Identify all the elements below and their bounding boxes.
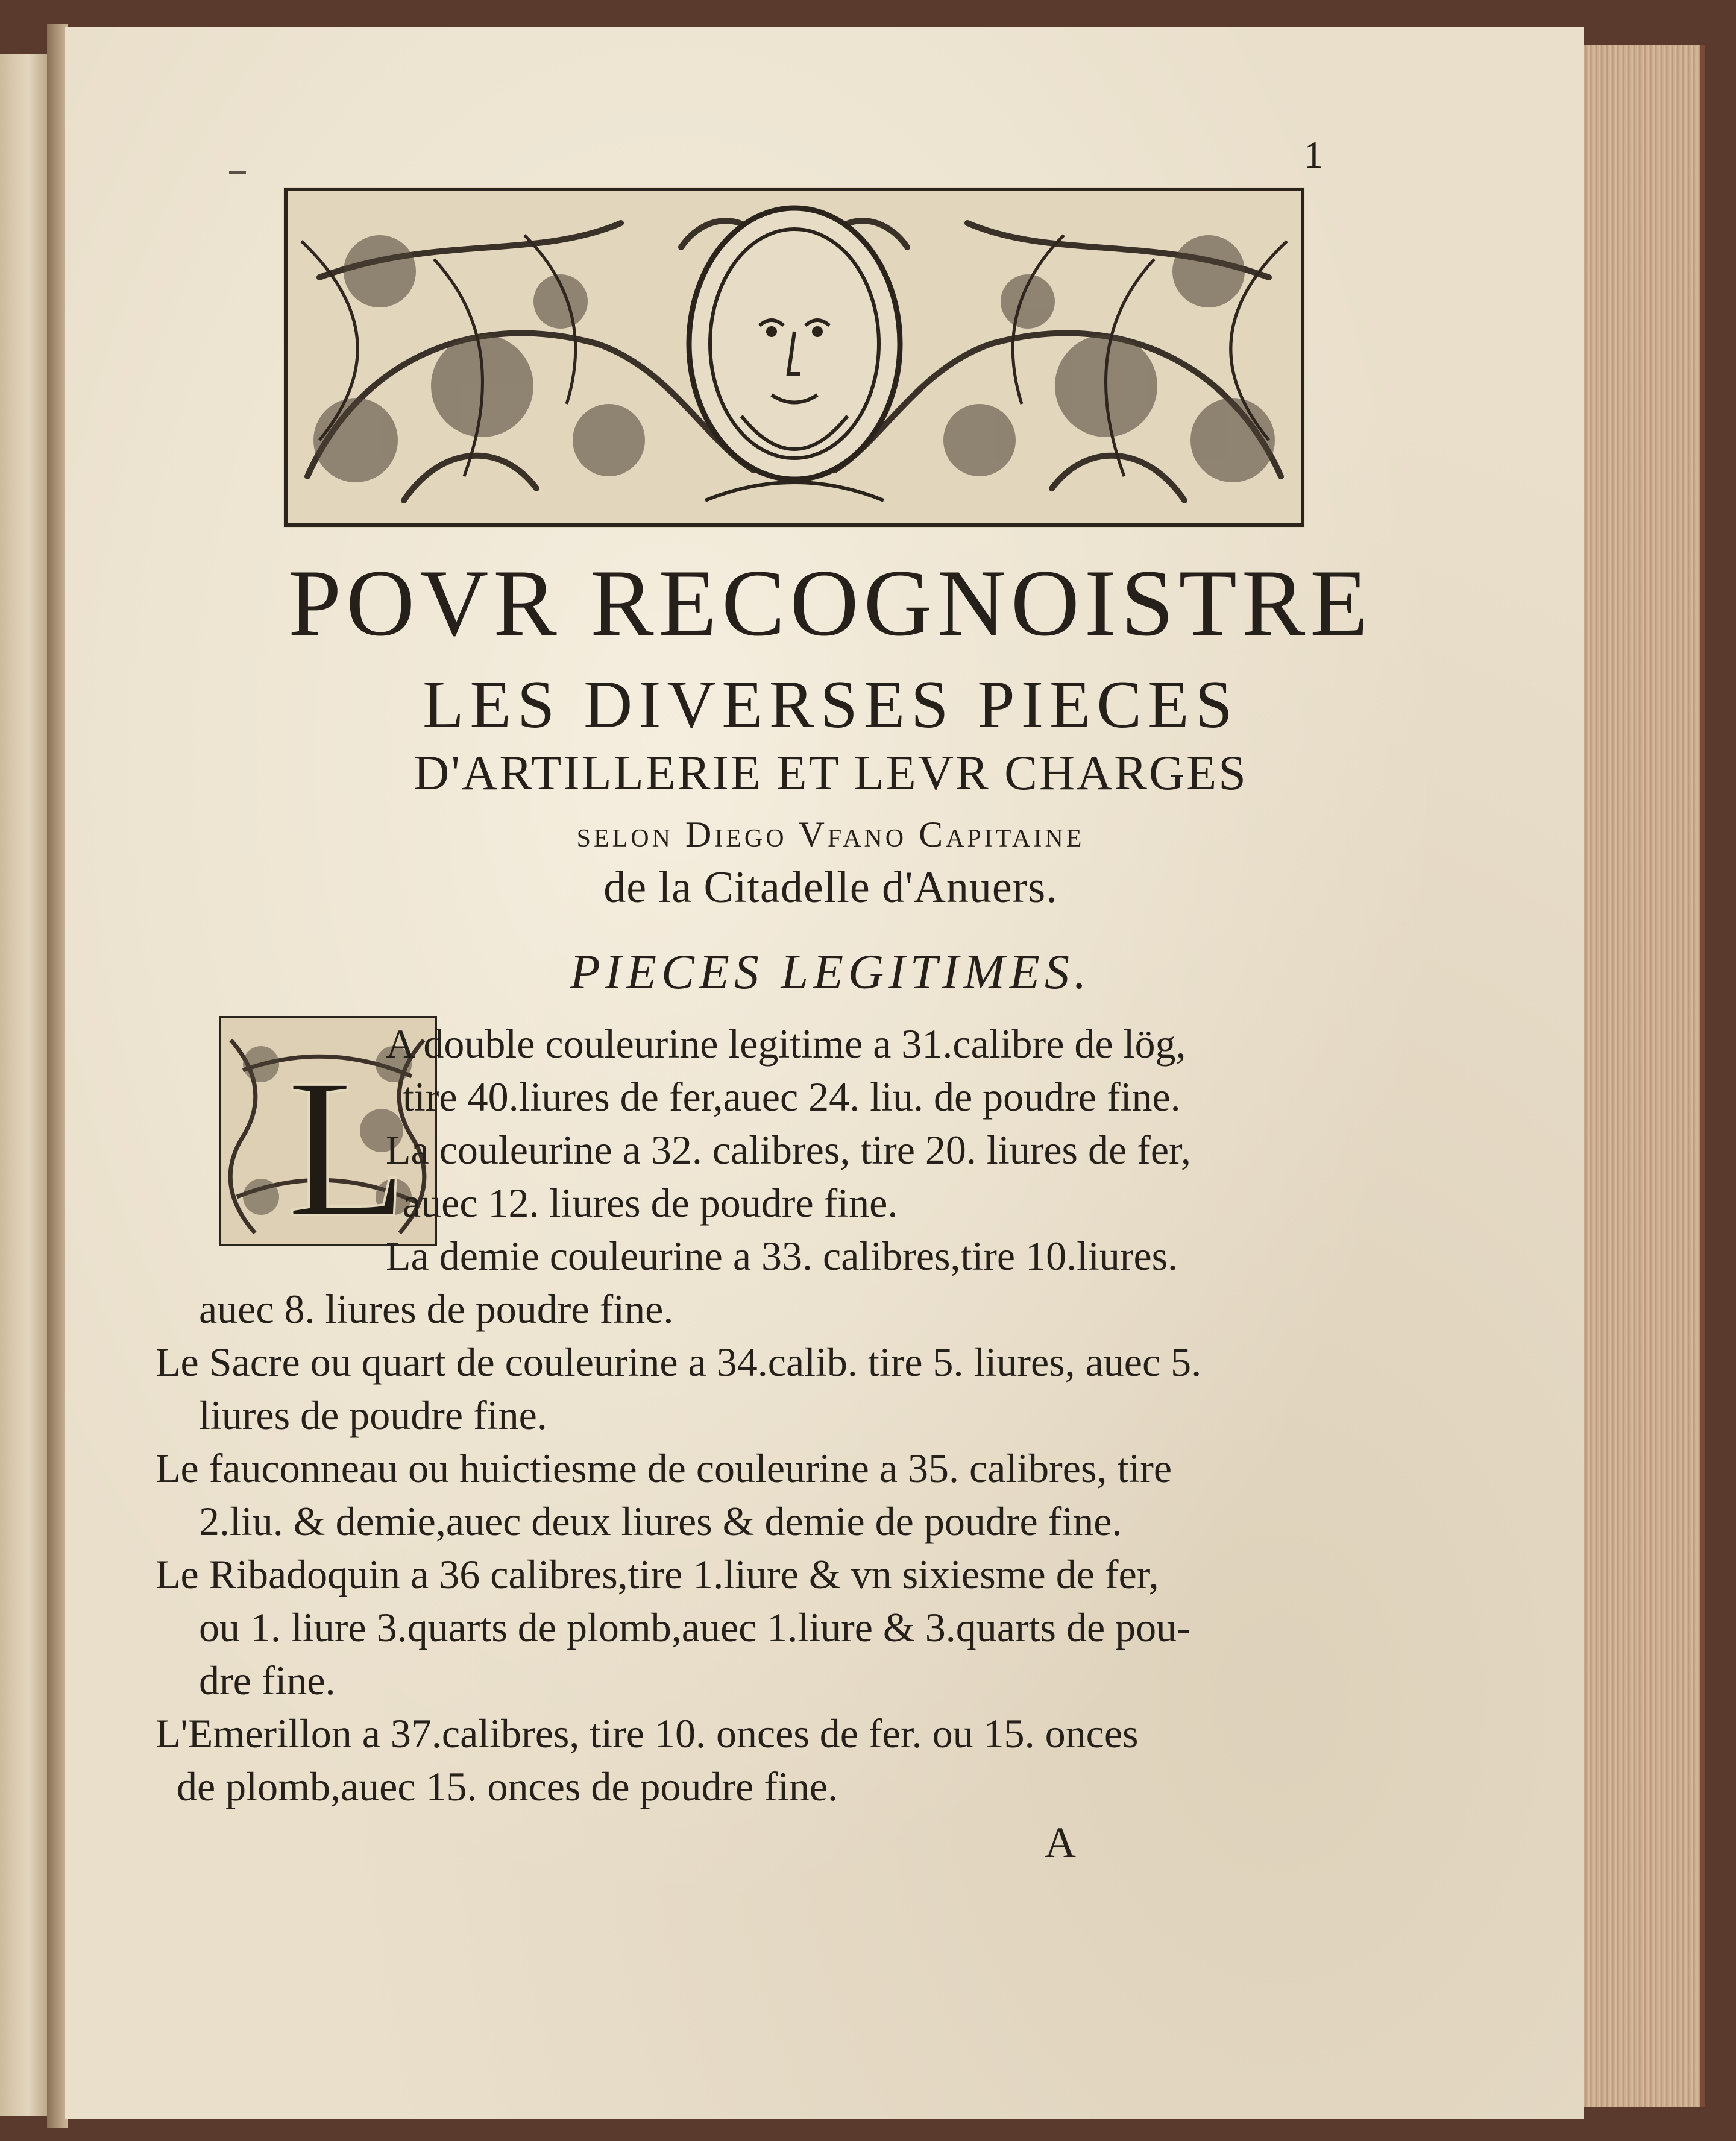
section-heading: PIECES LEGITIMES. bbox=[570, 944, 1092, 999]
body-line-2: tire 40.liures de fer,auec 24. liu. de poudre fine. bbox=[403, 1074, 1181, 1120]
woodcut-headpiece bbox=[283, 187, 1305, 528]
body-line-11: Le Ribadoquin a 36 calibres,tire 1.liure & vn sixiesme de fer, bbox=[156, 1551, 1159, 1597]
signature-mark: A bbox=[1045, 1818, 1076, 1867]
stray-mark bbox=[229, 171, 246, 174]
title-line-4: selon Diego Vfano Capitaine bbox=[576, 815, 1085, 854]
body-line-1: A double couleurine legitime a 31.calibre de lög, bbox=[386, 1021, 1186, 1067]
body-line-4: auec 12. liures de poudre fine. bbox=[403, 1180, 898, 1226]
body-line-8: liures de poudre fine. bbox=[199, 1392, 547, 1438]
left-page-edge bbox=[0, 54, 51, 2116]
body-line-5: La demie couleurine a 33. calibres,tire 10.liures. bbox=[386, 1233, 1178, 1279]
page-number: 1 bbox=[1304, 133, 1323, 176]
body-line-14: L'Emerillon a 37.calibres, tire 10. onces de fer. ou 15. onces bbox=[156, 1711, 1139, 1756]
book-page bbox=[65, 27, 1584, 2119]
body-line-13: dre fine. bbox=[199, 1657, 336, 1703]
body-line-3: La couleurine a 32. calibres, tire 20. liures de fer, bbox=[386, 1127, 1191, 1173]
body-line-15: de plomb,auec 15. onces de poudre fine. bbox=[177, 1764, 838, 1809]
title-line-5: de la Citadelle d'Anuers. bbox=[603, 863, 1058, 912]
title-line-1: POVR RECOGNOISTRE bbox=[288, 550, 1373, 656]
body-line-7: Le Sacre ou quart de couleurine a 34.calib. tire 5. liures, auec 5. bbox=[156, 1339, 1202, 1385]
body-line-10: 2.liu. & demie,auec deux liures & demie de poudre fine. bbox=[199, 1498, 1122, 1544]
body-line-9: Le fauconneau ou huictiesme de couleurine a 35. calibres, tire bbox=[156, 1445, 1172, 1491]
drop-cap-letter: L bbox=[286, 1038, 408, 1246]
body-line-12: ou 1. liure 3.quarts de plomb,auec 1.liure & 3.quarts de pou- bbox=[199, 1604, 1190, 1650]
book-gutter bbox=[47, 24, 68, 2128]
title-line-2: LES DIVERSES PIECES bbox=[423, 667, 1239, 742]
title-line-3: D'ARTILLERIE ET LEVR CHARGES bbox=[414, 745, 1248, 800]
body-line-6: auec 8. liures de poudre fine. bbox=[199, 1286, 674, 1332]
